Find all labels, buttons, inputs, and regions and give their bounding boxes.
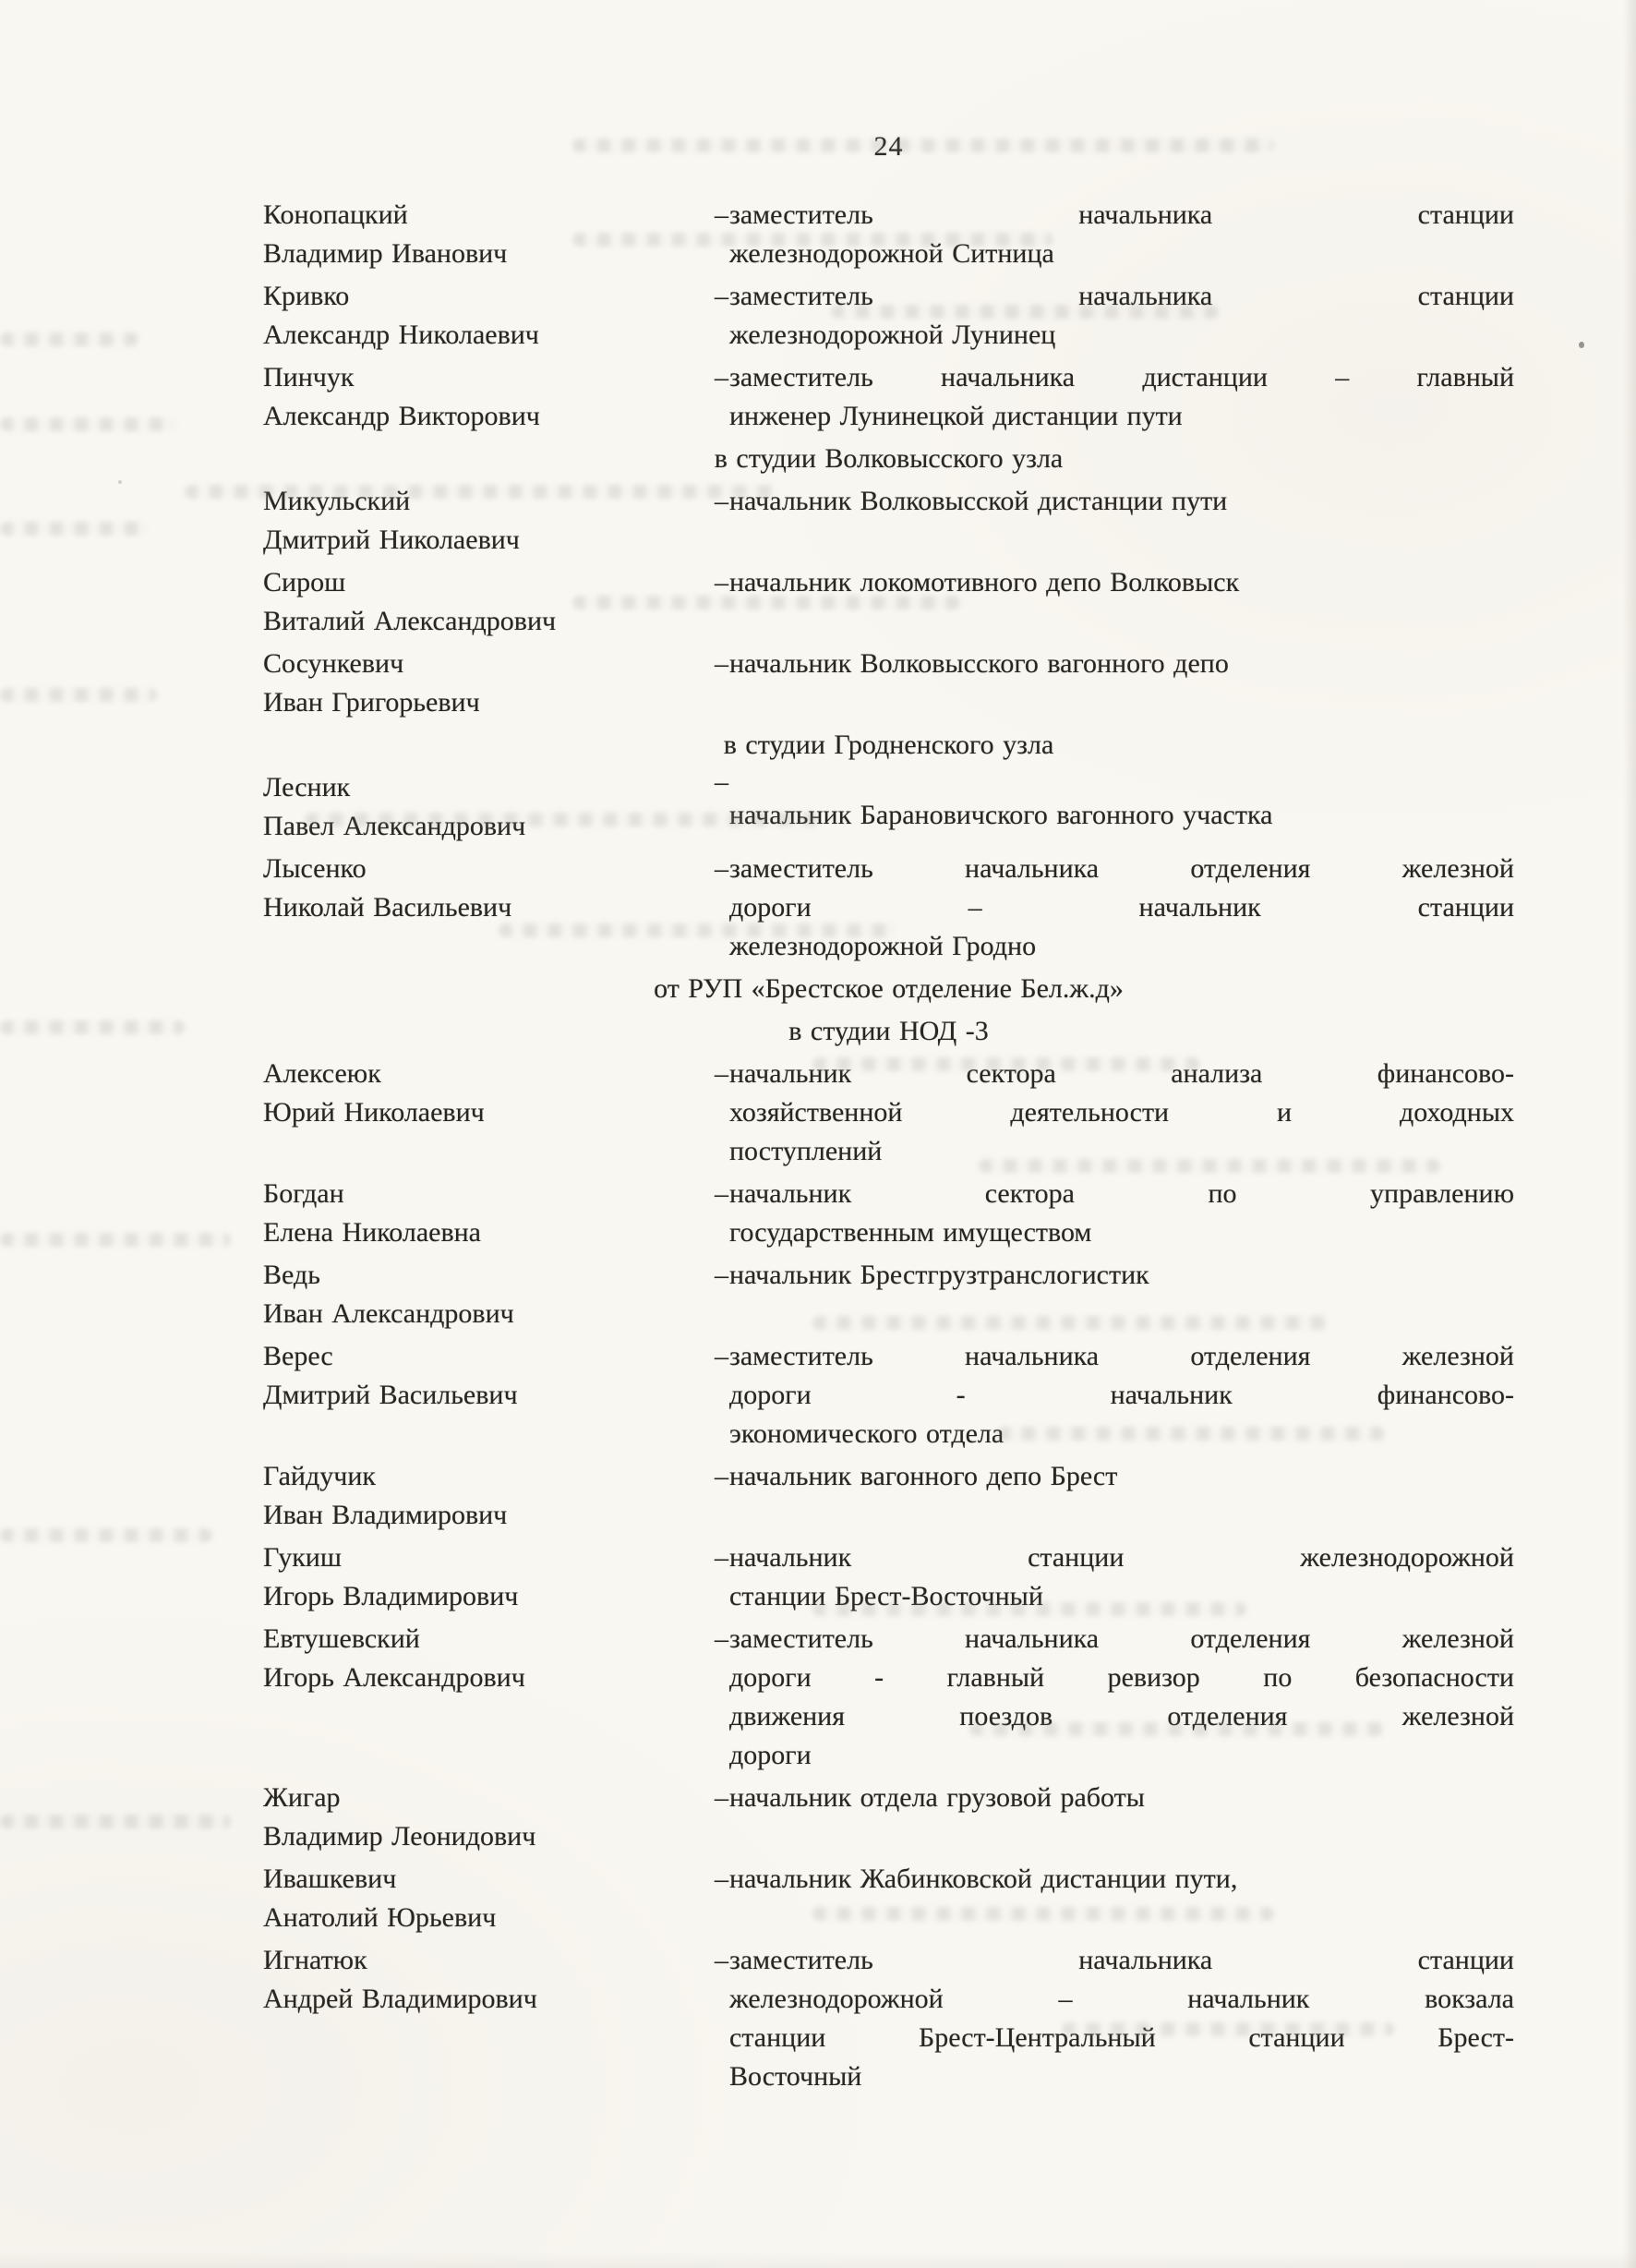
position-line: начальник Жабинковской дистанции пути, [729,1864,1238,1894]
position-line: инженер Лунинецкой дистанции пути [729,401,1183,431]
person-name [263,1860,729,1937]
dash-mark: – [715,1178,728,1209]
dash-mark: – [715,766,728,797]
person-entry [263,1055,1514,1171]
person-name [263,1779,729,1856]
person-name [263,1941,729,2096]
person-name [263,277,729,355]
position-line: заместитель начальника отделения железной [729,853,1514,884]
bleedthrough-smudge [305,813,822,826]
position-line: начальник станции железнодорожной [729,1542,1514,1573]
bleedthrough-smudge [812,1057,1200,1071]
bleedthrough-smudge [979,1159,1440,1173]
position-line: заместитель начальника станции [729,281,1514,311]
person-name-line: Ведь [263,1260,320,1290]
person-name-line: Богдан [263,1178,344,1209]
person-position [715,482,1514,560]
position-line: начальник локомотивного депо Волковыск [729,567,1240,597]
position-line: экономического отдела [729,1418,1004,1449]
bleedthrough-smudge [0,1233,231,1247]
person-entry [263,1779,1514,1856]
person-entry [263,1457,1514,1535]
person-name-line: Иван Александрович [263,1298,514,1329]
person-position [715,645,1514,722]
person-entry [263,1860,1514,1937]
dash-mark: – [715,199,728,230]
person-entry [263,645,1514,722]
position-line: дороги - начальник финансово- [729,1380,1514,1410]
bleedthrough-smudge [812,1907,1274,1921]
position-line: дороги [729,1740,812,1770]
position-line: начальник сектора по управлению [729,1178,1514,1209]
position-line: Восточный [729,2061,862,2092]
person-name-line: Иван Григорьевич [263,687,480,718]
bleedthrough-smudge [0,522,148,536]
entries-list [263,196,1514,2100]
person-entry [263,358,1514,436]
person-entry [263,768,1514,846]
position-line: станции Брест-Восточный [729,1581,1043,1611]
dash-mark: – [715,486,728,516]
person-name-line: Жигар [263,1782,341,1813]
position-line: заместитель начальника дистанции – главный [729,362,1514,392]
person-name [263,358,729,436]
person-name-line: Дмитрий Васильевич [263,1380,518,1410]
position-line: железнодорожной – начальник вокзала [729,1984,1514,2014]
person-name-line: Александр Викторович [263,401,540,431]
person-position [715,358,1514,436]
bleedthrough-smudge [0,1528,212,1542]
position-line: дороги – начальник станции [729,892,1514,923]
section-heading: в студии Волковысского узла [714,443,1064,474]
position-line: железнодорожной Гродно [729,931,1037,961]
person-name-line: Ивашкевич [263,1864,397,1894]
position-line: начальник Брестгрузтранслогистик [729,1260,1149,1290]
person-name-line: Андрей Владимирович [263,1984,537,2014]
dash-mark: – [715,362,728,392]
person-name-line: Владимир Иванович [263,238,508,269]
position-line: начальник Волковысского вагонного депо [729,648,1229,679]
person-name-line: Пинчук [263,362,355,392]
section-heading: в студии НОД -3 [788,1016,989,1046]
position-line: станции Брест-Центральный станции Брест- [729,2022,1514,2053]
person-name-line: Микульский [263,486,411,516]
person-entry [263,1941,1514,2096]
person-position [715,1055,1514,1171]
bleedthrough-smudge [572,233,1053,247]
bleedthrough-smudge [812,1602,1246,1616]
bleedthrough-smudge [572,596,960,609]
person-name-line: Александр Николаевич [263,320,539,350]
person-name-line: Лысенко [263,853,367,884]
position-line: начальник Волковысской дистанции пути [729,486,1228,516]
person-name [263,1457,729,1535]
person-name-line: Игорь Владимирович [263,1581,519,1611]
person-position [715,1175,1514,1252]
person-name-line: Алексеюк [263,1058,381,1089]
person-name [263,1620,729,1775]
dash-mark: – [715,1864,728,1894]
dash-mark: – [715,1260,728,1290]
person-name-line: Лесник [263,772,351,802]
dash-mark: – [715,1782,728,1813]
position-line: начальник вагонного депо Брест [729,1461,1118,1491]
bleedthrough-smudge [831,305,1219,319]
position-line: начальник Барановичского вагонного участка [729,800,1273,830]
person-position [715,1941,1514,2096]
person-name-line: Дмитрий Николаевич [263,525,520,555]
position-line: дороги - главный ревизор по безопасности [729,1662,1514,1693]
person-position [715,766,1514,846]
person-name-line: Николай Васильевич [263,892,512,923]
person-name-line: Сосункевич [263,648,404,679]
person-name [263,1256,729,1333]
person-name-line: Игнатюк [263,1945,367,1975]
person-name-line: Сирош [263,567,346,597]
person-name-line: Юрий Николаевич [263,1097,485,1128]
bleedthrough-smudge [997,1427,1385,1441]
person-name [263,1337,729,1454]
bleedthrough-smudge [0,1815,231,1828]
position-line: государственным имуществом [729,1217,1092,1248]
dash-mark: – [715,1542,728,1573]
person-name [263,768,729,846]
person-name-line: Кривко [263,281,350,311]
bleedthrough-smudge [0,332,138,346]
dash-mark: – [715,567,728,597]
position-line: начальник отдела грузовой работы [729,1782,1145,1813]
bleedthrough-smudge [812,1316,1329,1330]
dash-mark: – [715,1341,728,1371]
scan-speck [1579,342,1584,348]
position-line: поступлений [729,1136,883,1166]
person-name [263,1055,729,1171]
person-name-line: Евтушевский [263,1623,420,1654]
dash-mark: – [715,648,728,679]
person-entry [263,1175,1514,1252]
person-position [715,1620,1514,1775]
position-line: железнодорожной Лунинец [729,320,1056,350]
bleedthrough-smudge [0,1020,185,1034]
person-name-line: Павел Александрович [263,811,526,841]
bleedthrough-smudge [572,139,1274,152]
person-name-line: Конопацкий [263,199,408,230]
dash-mark: – [715,1945,728,1975]
person-name-line: Виталий Александрович [263,606,557,636]
dash-mark: – [715,281,728,311]
position-line: заместитель начальника станции [729,199,1514,230]
section-heading: в студии Гродненского узла [723,730,1054,760]
position-line: движения поездов отделения железной [729,1701,1514,1731]
person-name-line: Игорь Александрович [263,1662,525,1693]
bleedthrough-smudge [499,923,896,937]
position-line: заместитель начальника отделения железной [729,1341,1514,1371]
person-name [263,645,729,722]
person-name-line: Иван Владимирович [263,1500,508,1530]
person-name-line: Гайдучик [263,1461,376,1491]
dash-mark: – [715,1058,728,1089]
person-name-line: Анатолий Юрьевич [263,1902,497,1933]
person-position [715,850,1514,966]
position-line: заместитель начальника станции [729,1945,1514,1975]
section-heading: от РУП «Брестское отделение Бел.ж.д» [654,973,1124,1004]
person-name-line: Гукиш [263,1542,342,1573]
bleedthrough-smudge [0,417,175,431]
bleedthrough-smudge [969,1722,1385,1736]
person-name [263,850,729,966]
page-number: 24 [873,131,904,162]
bleedthrough-smudge [185,485,776,499]
person-position [715,1860,1514,1937]
person-name-line: Верес [263,1341,333,1371]
dash-mark: – [715,1461,728,1491]
person-name-line: Елена Николаевна [263,1217,481,1248]
bleedthrough-smudge [0,688,157,702]
dash-mark: – [715,1623,728,1654]
bleedthrough-smudge [1062,2022,1394,2036]
scan-speck [118,480,122,484]
position-line: хозяйственной деятельности и доходных [729,1097,1514,1128]
position-line: заместитель начальника отделения железной [729,1623,1514,1654]
dash-mark: – [715,853,728,884]
person-name [263,1175,729,1252]
person-entry [263,1620,1514,1775]
person-position [715,1779,1514,1856]
person-name [263,1538,729,1616]
person-entry [263,850,1514,966]
person-position [715,1457,1514,1535]
person-name-line: Владимир Леонидович [263,1821,536,1852]
position-line: железнодорожной Ситница [729,238,1054,269]
position-line: начальник сектора анализа финансово- [729,1058,1514,1089]
